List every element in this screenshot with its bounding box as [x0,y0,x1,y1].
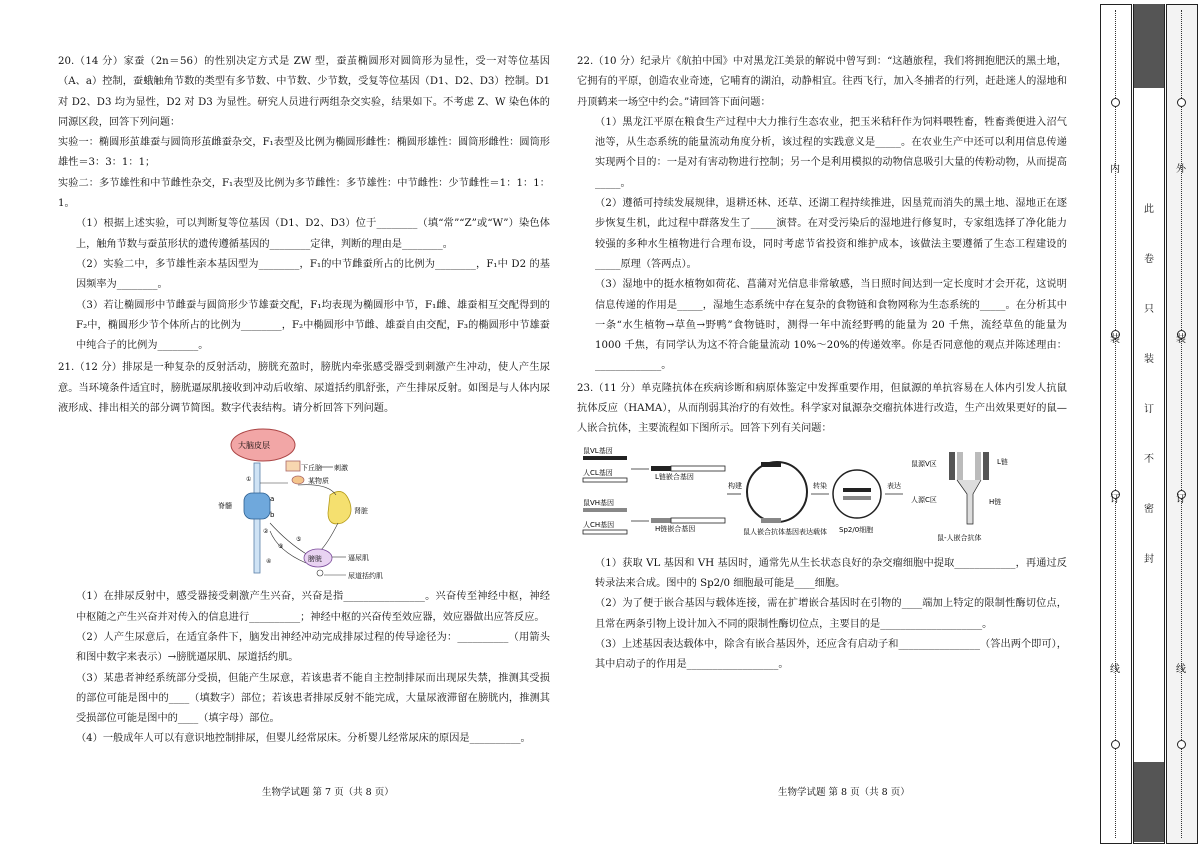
bladder-label: 膀胱 [308,555,322,564]
svg-text:⑤: ⑤ [296,536,302,544]
binding-inner-char-0: 内 [1110,164,1120,175]
l-chain-label: L链 [997,457,1008,466]
q20-sub-3: （3）若让椭圆形中节雌蚕与圆筒形少节雄蚕交配，F₁均表现为椭圆形中节，F₁雌、雄蚕相互交配得到的 F₂中，椭圆形少节个体所占的比例为________，F₂中椭圆形中节雌、雄蚕自由交配，F₃的椭圆形中节雄蚕中纯合子的比例为________。 [76,299,550,352]
q20-experiment-1: 实验一：椭圆形茧雄蚕与圆筒形茧雌蚕杂交，F₁表型及比例为椭圆形雌性：椭圆形雄性：圆筒形雌性：圆筒形雄性＝3：3：1：1； [58,137,550,169]
binding-outer-char-0: 外 [1176,164,1186,175]
q21-stem: 21.（12 分）排尿是一种复杂的反射活动，膀胱充盈时，膀胱内牵张感受器受到刺激产生冲动，使人产生尿意。当环境条件适宜时，膀胱逼尿肌接收到冲动后收缩、尿道括约肌舒张，产生排尿反射。如图是与人体内尿液形成、排出相关的部分调节简图。数字代表结构。请分析回答下列问题。 [58,362,550,415]
q22-stem: 22.（10 分）纪录片《航拍中国》中对黑龙江美景的解说中曾写到：“这趟旅程，我们将拥抱肥沃的黑土地，它拥有的平原，创造农业奇迹，它哺育的湖泊，动静相宜。往西飞行，加入冬捕者的行列，赶赴迷人的湿地和丹顶鹤来一场空中约会。”请回答下面问题： [577,56,1067,108]
svg-text:①: ① [246,476,252,484]
binding-dark-bottom [1134,762,1164,842]
page-footer-right: 生物学试题 第 8 页（共 8 页） [778,787,910,798]
binding-mid-char-0: 此 [1144,204,1154,215]
spinal-segment [244,493,270,519]
svg-text:a: a [270,495,275,504]
q20-sub-2: （2）实验二中，多节雄性亲本基因型为________，F₁的中节雌蚕所占的比例为________，F₁中 D2 的基因频率为________。 [76,258,550,291]
q21-sub-2: （2）人产生尿意后，在适宜条件下，脑发出神经冲动完成排尿过程的传导途径为：__________（用箭头和图中数字来表示）→膀胱逼尿肌、尿道括约肌。 [76,631,550,664]
binding-mid-char-1: 卷 [1144,254,1154,265]
q23-sub-1: （1）获取 VL 基因和 VH 基因时，通常先从生长状态良好的杂交瘤细胞中提取____________，再通过反转录法来合成。图中的 Sp2/0 细胞最可能是____细胞。 [595,557,1067,589]
svg-text:b: b [270,511,275,520]
h-chimeric-label: H链嵌合基因 [655,524,696,533]
binding-mid-char-4: 订 [1144,404,1154,415]
binding-inner-char-1: 装 [1110,334,1120,345]
hypothalamus-label: 下丘脑 [301,464,322,473]
q22-sub-3: （3）湿地中的挺水植物如荷花、菖蒲对光信息非常敏感，当日照时间达到一定长度时才会开花，这说明信息传递的作用是_____，湿地生态系统中存在复杂的食物链和食物网称为生态系统的_____。在分析其中一条“水生植物→草鱼→野鸭”食物链时，测得一年中流经野鸭的能量为 20 千焦，流经草鱼的能量为 1000 千焦，有同学认为这不符合能量流动 10%～20%的传递效率。你是否同意他的观点并陈述理由：_____________。 [595,279,1067,372]
antibody-flow-diagram [577,444,1067,550]
q22-sub-1: （1）黑龙江平原在粮食生产过程中大力推行生态农业，把玉米秸秆作为饲料喂牲畜，牲畜粪便进入沼气池等，从生态系统的能量流动角度分析，该过程的实践意义是_____。在农业生产中还可以利用信息传递实现两个目的：一是对有害动物进行控制；另一个是利用模拟的动物信息吸引大量的传粉动物，从而提高_____。 [595,116,1067,189]
sphincter-label: 尿道括约肌 [348,572,383,581]
binding-inner-char-3: 线 [1110,664,1120,675]
q21-sub-3: （3）某患者神经系统部分受损，但能产生尿意，若该患者不能自主控制排尿而出现尿失禁，推测其受损的部位可能是图中的____（填数字）部位；若该患者排尿反射不能完成，大量尿液滞留在膀胱内，推测其受损部位可能是图中的____（填字母）部位。 [76,672,550,725]
binding-mid-char-3: 装 [1144,354,1154,365]
left-column [58,52,550,750]
binding-dark-top [1134,4,1164,88]
vector-label: 鼠人嵌合抗体基因表达载体 [743,527,827,536]
express-label: 表达 [887,481,901,490]
kidney-label: 肾脏 [354,507,368,516]
binding-mid-char-7: 封 [1144,554,1154,565]
human-cl-label: 人CL基因 [583,468,613,477]
transfect-label: 转染 [813,481,827,490]
construct-label: 构建 [728,481,742,490]
l-chimeric-label: L链嵌合基因 [655,472,694,481]
q20-sub-1: （1）根据上述实验，可以判断复等位基因（D1、D2、D3）位于________（填“常”“Z”或“W”）染色体上，触角节数与蚕茧形状的遗传遵循基因的________定律，判断的理由是________。 [76,218,550,250]
binding-strip [1098,0,1200,849]
binding-outer-column [1100,4,1132,844]
q23-sub-2: （2）为了便于嵌合基因与载体连接，需在扩增嵌合基因时在引物的____端加上特定的限制性酶切位点，且常在两条引物上设计加入不同的限制性酶切位点，主要目的是____________________。 [595,598,1067,630]
substance-label: 某物质 [308,477,329,486]
binding-shaded-column [1166,4,1198,844]
urination-reflex-figure [58,423,550,583]
svg-text:②: ② [263,528,269,536]
mouse-v-label: 鼠源V区 [911,459,937,468]
sp20-cell-shape [833,470,881,518]
binding-outer-char-3: 线 [1176,664,1186,675]
q21-sub-4: （4）一般成年人可以有意识地控制排尿，但婴儿经常尿床。分析婴儿经常尿床的原因是__________。 [76,733,531,745]
cortex-label: 大脑皮层 [238,441,270,451]
plasmid-shape [747,462,807,522]
spinal-label: 脊髓 [218,502,232,511]
binding-mid-char-6: 密 [1144,504,1154,515]
urination-diagram [58,423,550,583]
binding-middle-column [1133,4,1165,844]
binding-outer-char-2: 订 [1176,494,1186,505]
detrusor-label: 逼尿肌 [348,554,369,563]
mouse-vh-label: 鼠VH基因 [583,498,615,507]
stimulus-label: 刺激 [334,464,348,473]
q23-stem: 23.（11 分）单克隆抗体在疾病诊断和病原体鉴定中发挥重要作用，但鼠源的单抗容易在人体内引发人抗鼠抗体反应（HAMA），从而削弱其治疗的有效性。科学家对鼠源杂交瘤抗体进行改造，生产出效果更好的鼠—人嵌合抗体，主要流程如下图所示。回答下列有关问题： [577,382,1067,435]
antibody-shape [949,452,989,524]
svg-text:③: ③ [278,543,284,551]
page-footer-left: 生物学试题 第 7 页（共 8 页） [262,787,394,798]
right-column [577,52,1067,675]
h-chain-label: H链 [989,497,1002,506]
binding-mid-char-5: 不 [1144,454,1154,465]
mouse-vl-label: 鼠VL基因 [583,446,613,455]
q22-sub-2: （2）遵循可持续发展规律，退耕还林、还草、还湖工程持续推进，因垦荒而消失的黑土地、湿地正在逐步恢复生机，此过程中群落发生了_____演替。在对受污染后的湿地进行修复时，专家组选择了净化能力较强的多种水生植物进行合理布设，同时考虑节省投资和维护成本，该做法主要遵循了生态工程建设的_____原理（答两点）。 [595,198,1067,270]
human-c-label: 人源C区 [911,495,937,504]
binding-mid-char-2: 只 [1144,304,1154,315]
human-ch-label: 人CH基因 [583,520,615,529]
svg-text:④: ④ [266,558,272,566]
chimeric-antibody-label: 鼠-人嵌合抗体 [937,533,982,542]
q23-sub-3: （3）上述基因表达载体中，除含有嵌合基因外，还应含有启动子和________________（答出两个即可），其中启动子的作用是__________________。 [595,638,1067,671]
binding-inner-char-2: 订 [1110,494,1120,505]
binding-outer-char-1: 装 [1176,334,1186,345]
q21-sub-1: （1）在排尿反射中，感受器接受刺激产生兴奋，兴奋是指________________。兴奋传至神经中枢，神经中枢随之产生兴奋并对传入的信息进行__________；神经中枢的兴奋传至效应器，效应器做出应答反应。 [76,591,550,623]
q20-stem: 20.（14 分）家蚕（2n＝56）的性别决定方式是 ZW 型，蚕茧椭圆形对圆筒形为显性，受一对等位基因（A、a）控制，蚕蛾触角节数的类型有多节数、中节数、少节数，受复等位基因（D1、D2、D3）控制。D1 对 D2、D3 均为显性，D2 对 D3 为显性。研究人员进行两组杂交实验，结果如下。不考虑 Z、W 染色体的同源区段，回答下列问题： [58,56,550,128]
q20-experiment-2: 实验二：多节雄性和中节雌性杂交，F₁表型及比例为多节雌性：多节雄性：中节雌性：少节雌性＝1：1：1：1。 [58,177,550,210]
chimeric-antibody-figure [577,444,1067,550]
kidney-shape [328,492,351,524]
sp20-label: Sp2/0细胞 [839,525,874,534]
